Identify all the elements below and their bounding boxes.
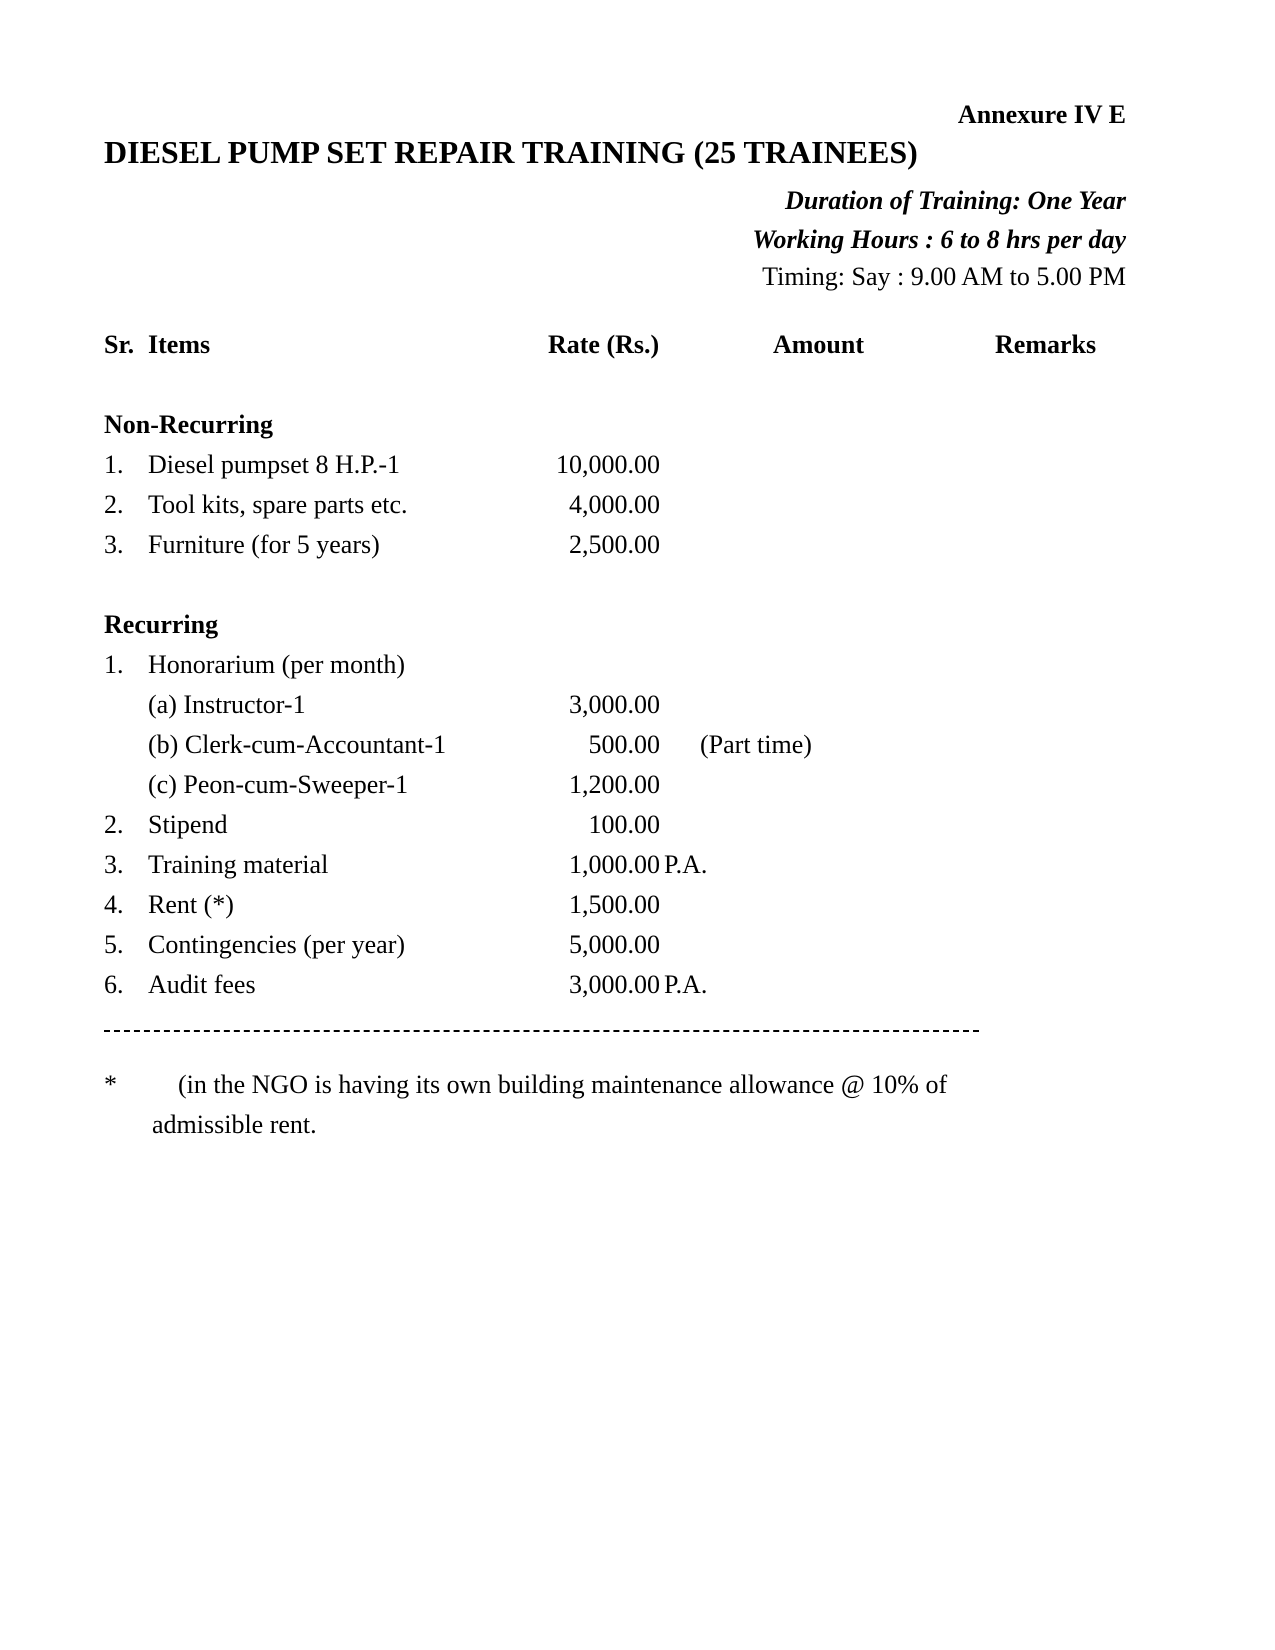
row-rate: 500.00 — [588, 730, 660, 759]
footnote-marker: * — [104, 1070, 117, 1099]
row-number: 3. — [104, 530, 124, 559]
sub-row-item: (a) Instructor-1 — [148, 690, 306, 719]
row-item: Stipend — [148, 810, 228, 839]
timing: Timing: Say : 9.00 AM to 5.00 PM — [762, 262, 1126, 291]
row-rate: 4,000.00 — [569, 490, 660, 519]
row-rate: 1,500.00 — [569, 890, 660, 919]
row-rate: 1,200.00 — [569, 770, 660, 799]
row-item: Audit fees — [148, 970, 256, 999]
row-rate-suffix: P.A. — [664, 970, 708, 999]
working-hours: Working Hours : 6 to 8 hrs per day — [752, 225, 1126, 254]
row-item: Honorarium (per month) — [148, 650, 406, 679]
row-number: 3. — [104, 850, 124, 879]
row-rate: 5,000.00 — [569, 930, 660, 959]
row-number: 5. — [104, 930, 124, 959]
header-sr: Sr. — [104, 330, 135, 359]
row-rate: 10,000.00 — [556, 450, 660, 479]
row-rate: 3,000.00 — [569, 970, 660, 999]
footnote-text-continued: admissible rent. — [152, 1110, 317, 1139]
row-number: 6. — [104, 970, 124, 999]
sub-row-item: (c) Peon-cum-Sweeper-1 — [148, 770, 409, 799]
row-item: Tool kits, spare parts etc. — [148, 490, 408, 519]
section-non-recurring: Non-Recurring — [104, 410, 273, 439]
row-rate: 100.00 — [588, 810, 660, 839]
training-duration: Duration of Training: One Year — [785, 186, 1126, 215]
row-number: 2. — [104, 810, 124, 839]
row-item: Contingencies (per year) — [148, 930, 406, 959]
row-number: 4. — [104, 890, 124, 919]
row-item: Diesel pumpset 8 H.P.-1 — [148, 450, 401, 479]
row-number: 1. — [104, 450, 124, 479]
annexure-label: Annexure IV E — [957, 100, 1126, 129]
row-number: 2. — [104, 490, 124, 519]
row-item: Training material — [148, 850, 329, 879]
row-number: 1. — [104, 650, 124, 679]
row-item: Rent (*) — [148, 890, 234, 919]
sub-row-item: (b) Clerk-cum-Accountant-1 — [148, 730, 447, 759]
header-amount: Amount — [773, 330, 865, 359]
row-rate: 2,500.00 — [569, 530, 660, 559]
page-title: DIESEL PUMP SET REPAIR TRAINING (25 TRAINEES) — [104, 134, 918, 170]
row-remark-note: (Part time) — [700, 730, 812, 759]
footnote-text: (in the NGO is having its own building maintenance allowance @ 10% of — [178, 1070, 948, 1099]
row-rate: 1,000.00 — [569, 850, 660, 879]
header-rate: Rate (Rs.) — [548, 330, 660, 359]
row-rate-suffix: P.A. — [664, 850, 708, 879]
header-items: Items — [148, 330, 211, 359]
section-recurring: Recurring — [104, 610, 219, 639]
row-rate: 3,000.00 — [569, 690, 660, 719]
header-remarks: Remarks — [995, 330, 1097, 359]
divider-line — [104, 1030, 979, 1032]
row-item: Furniture (for 5 years) — [148, 530, 380, 559]
